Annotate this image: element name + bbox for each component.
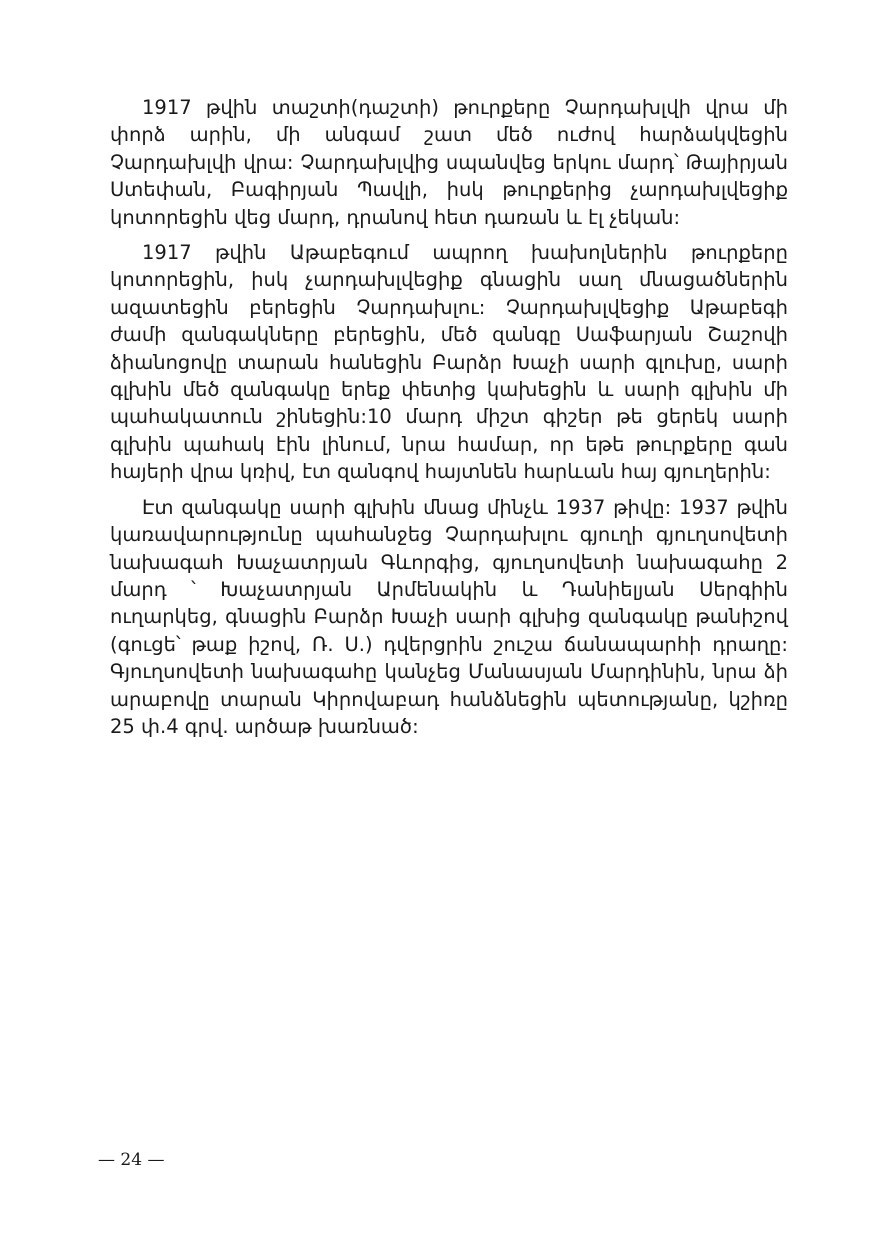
- paragraph-3: Էտ զանգակը սարի գլխին մնաց մինչև 1937 թիվը: 1937 թվին կառավարությունը պահանջեց Չարդախլու գյուղի գյուղսովետի նախագահ Խաչատրյան Գևորգից, գյուղսովետի նախագահը 2 մարդ ՝ Խաչատրյան Արմենակին և Դանիելյան Սերգիին ուղարկեց, գնացին Բարձր Խաչի սարի գլխից զանգակը թանիշով (գուցե՝ թաք իշով, Ռ. Ս.) դվերցրին շուշա ճանապարհի դրաղը: Գյուղսովետի նախագահը կանչեց Մանասյան Մարդինին, նրա ձի արաբովը տարան Կիրովաբադ հանձնեցին պետությանը, կշիռը 25 փ.4 գրվ. արծաթ խառնած:: [110, 495, 788, 738]
- page-body: [110, 94, 788, 740]
- page-number: — 24 —: [98, 1150, 165, 1170]
- paragraph-2: 1917 թվին Աթաբեգում ապրող խախոլներին թուրքերը կոտորեցին, իսկ չարդախլվեցիք գնացին սաղ մնացածներին ազատեցին բերեցին Չարդախլու: Չարդախլվեցիք Աթաբեգի ժամի զանգակները բերեցին, մեծ զանգը Սաֆարյան Շաշովի ձիանոցովը տարան հանեցին Բարձր Խաչի սարի գլուխը, սարի գլխին մեծ զանգակը երեք փետից կախեցին և սարի գլխին մի պահակատուն շինեցին:10 մարդ միշտ գիշեր թե ցերեկ սարի գլխին պահակ էին լինում, նրա համար, որ եթե թուրքերը գան հայերի վրա կռիվ, էտ զանգով հայտնեն հարևան հայ գյուղերին:: [110, 241, 788, 484]
- paragraph-1: 1917 թվին տաշտի(դաշտի) թուրքերը Չարդախլվի վրա մի փորձ արին, մի անգամ շատ մեծ ուժով հարձակվեցին Չարդախլվի վրա: Չարդախլվից սպանվեց երկու մարդ՝ Թայիրյան Ստեփան, Բագիրյան Պավլի, իսկ թուրքերից չարդախլվեցիք կոտորեցին վեց մարդ, դրանով հետ դառան և էլ չեկան:: [110, 96, 788, 229]
